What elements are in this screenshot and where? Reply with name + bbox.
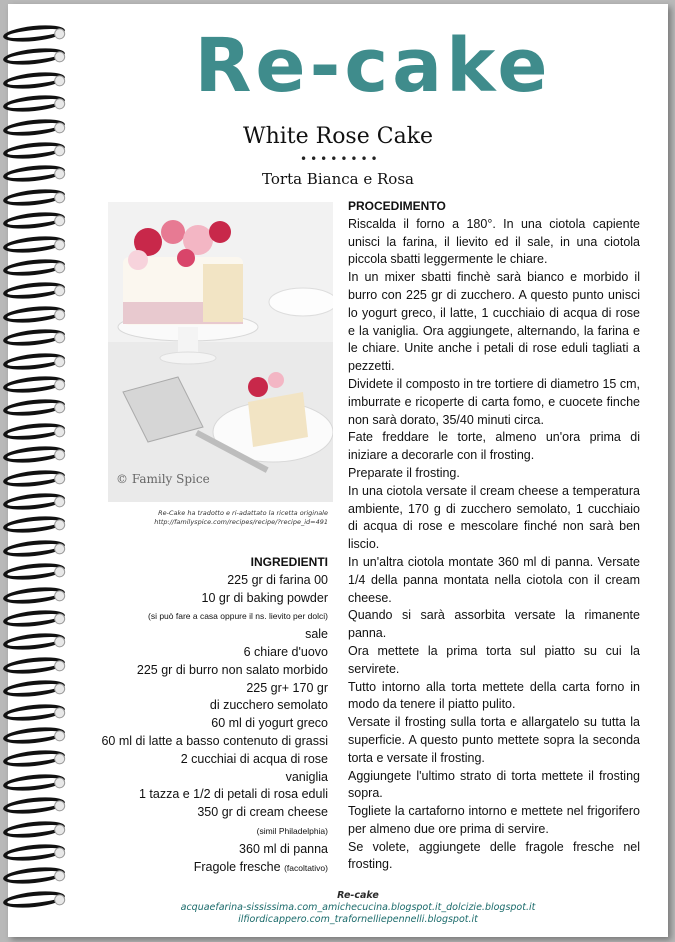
ingredients-heading: INGREDIENTI xyxy=(250,555,328,569)
list-item: (si può fare a casa oppure il ns. lievito per dolci) xyxy=(147,611,328,622)
list-item: 2 cucchiai di acqua di rose xyxy=(180,751,328,766)
procedure-step: Togliete la cartaforno intorno e mettete nel frigorifero per almeno due ore prima di servire. xyxy=(348,804,640,836)
procedure-step: Tutto intorno alla torta mettete della carta forno in modo da tenere il piatto pulito. xyxy=(348,679,640,712)
procedure-step: In una ciotola versate il cream cheese a temperatura ambiente, 170 g di zucchero semolato, 1 cucchiaio di acqua di rose e mescolare finché non sarà ben liscio. xyxy=(348,483,640,552)
procedure-step: Se volete, aggiungete delle fragole fresche nel frosting. xyxy=(348,839,640,872)
list-item: (simil Philadelphia) xyxy=(256,825,328,836)
list-item: Fragole fresche (facoltativo) xyxy=(193,859,328,874)
recipe-subtitle: Torta Bianca e Rosa xyxy=(262,170,414,188)
footer xyxy=(68,890,648,926)
procedure-step: Versate il frosting sulla torta e allargatelo su tutta la superficie. A questo punto mettete sopra la seconda torta e versate il frosting. xyxy=(348,715,640,765)
procedure-step: Ora mettete la prima torta sul piatto su cui la servirete. xyxy=(348,643,640,676)
procedure-step: Preparate il frosting. xyxy=(348,465,460,480)
procedure-section xyxy=(348,198,640,874)
procedure-step: In un'altra ciotola montate 360 ml di panna. Versate 1/4 della panna montata nella ciotola con il cream cheese. xyxy=(348,554,640,605)
notebook-page xyxy=(8,4,668,937)
list-item: 225 gr+ 170 gr xyxy=(246,680,328,695)
procedure-step: Fate freddare le torte, almeno un'ora prima di iniziare a decorarle con il frosting. xyxy=(348,430,640,463)
list-item: 225 gr di farina 00 xyxy=(227,572,328,587)
procedure-step: Quando si sarà assorbita versate la rimanente panna. xyxy=(348,608,640,641)
credit-line-2: http://familyspice.com/recipes/recipe/?recipe_id=491 xyxy=(154,518,328,526)
list-item: 10 gr di baking powder xyxy=(201,590,328,605)
procedure-step: In un mixer sbatti finchè sarà bianco e morbido il burro con 225 gr di zucchero. A questo punto unisci lo yogurt greco, il latte, 1 cucchiaio di acqua di rose e la vaniglia. Ora aggiungete, alternando, la farina e le chiare. Unite anche i petali di rose eduli tagliati a pezzetti. xyxy=(348,270,640,374)
list-item: 1 tazza e 1/2 di petali di rosa eduli xyxy=(138,787,328,802)
brand-logo: Re-cake xyxy=(194,23,552,109)
cake-photo xyxy=(108,202,333,502)
list-item: 360 ml di panna xyxy=(239,841,328,856)
credit-line-1: Re-Cake ha tradotto e ri-adattato la ricetta originale xyxy=(158,509,328,517)
title-divider-dots: •••••••• xyxy=(300,152,381,166)
ingredients-list xyxy=(88,554,328,877)
footer-links-line-2: ilfiordicappero.com_trafornelliepennelli.blogspot.it xyxy=(238,914,478,925)
list-item: sale xyxy=(305,627,328,642)
footer-heading: Re-cake xyxy=(337,890,379,901)
footer-links-line-1: acquaefarina-sississima.com_amichecucina.blogspot.it_dolcizie.blogspot.it xyxy=(180,902,536,913)
list-item: vaniglia xyxy=(285,769,328,784)
list-item: di zucchero semolato xyxy=(209,698,328,713)
list-item: 350 gr di cream cheese xyxy=(197,805,328,820)
list-item: 60 ml di latte a basso contenuto di grassi xyxy=(101,733,328,748)
list-item: 6 chiare d'uovo xyxy=(243,644,328,659)
procedure-heading: PROCEDIMENTO xyxy=(348,199,446,213)
list-item: 225 gr di burro non salato morbido xyxy=(136,662,328,677)
photo-watermark: © Family Spice xyxy=(116,472,210,486)
cake-illustration xyxy=(108,202,333,502)
recipe-title: White Rose Cake xyxy=(242,124,434,149)
photo-credit xyxy=(108,509,328,527)
procedure-step: Aggiungete l'ultimo strato di torta mettete il frosting sopra. xyxy=(348,768,640,801)
list-item: 60 ml di yogurt greco xyxy=(211,716,328,731)
procedure-step: Dividete il composto in tre tortiere di diametro 15 cm, imburrate e ricoperte di carta fomo, e cuocete finche non sarà dorato, 35/40 minuti circa. xyxy=(348,376,640,427)
procedure-step: Riscalda il forno a 180°. In una ciotola capiente unisci la farina, il lievito ed il sale, in una ciotola piccola sbatti leggermente le chiare. xyxy=(348,216,640,267)
